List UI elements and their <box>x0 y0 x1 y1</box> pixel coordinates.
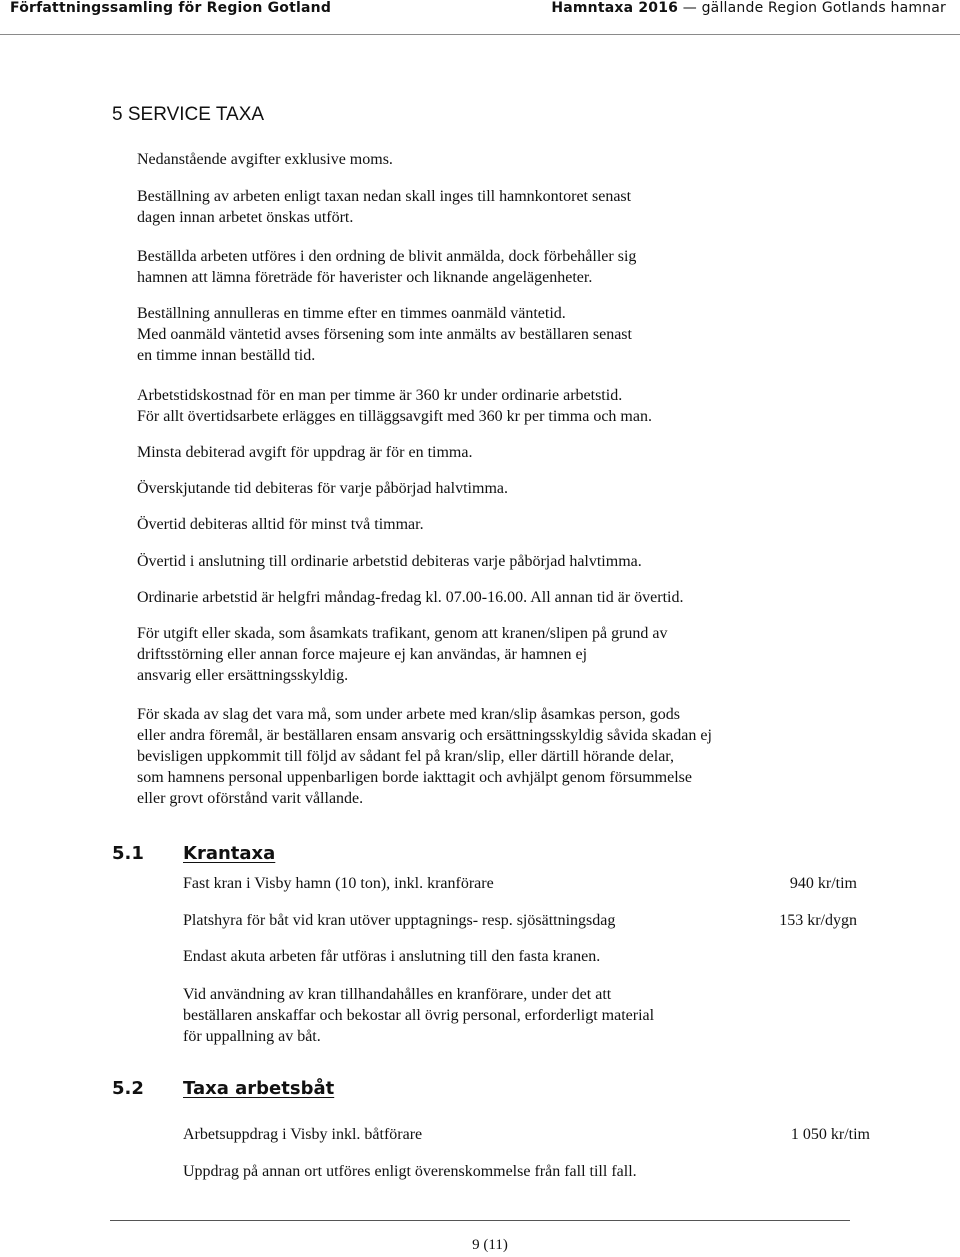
paragraph-other-locations <box>183 1161 637 1182</box>
header-doc-name: Hamntaxa 2016 <box>551 0 679 16</box>
fee-label <box>183 1124 422 1145</box>
paragraph-ordering <box>137 186 631 228</box>
subsection-number: 5.2 <box>112 1078 144 1099</box>
text-line: driftsstörning eller annan force majeure ej kan användas, är hamnen ej <box>137 646 588 663</box>
paragraph-working-hours <box>137 587 684 608</box>
section-title: 5 SERVICE TAXA <box>112 104 265 125</box>
text-line: Minsta debiterad avgift för uppdrag är för en timma. <box>137 444 473 461</box>
text-line: beställaren anskaffar och bekostar all övrig personal, erforderligt material <box>183 1007 655 1024</box>
fee-price: 940 kr/tim <box>789 875 857 892</box>
text-line: eller andra föremål, är beställaren ensam ansvarig och ersättningsskyldig såvida skadan ej <box>137 727 712 744</box>
fee-label-text: Fast kran i Visby hamn (10 ton), inkl. kranförare <box>183 875 494 892</box>
text-line: eller grovt oförstånd varit vållande. <box>137 790 364 807</box>
text-line: en timme innan beställd tid. <box>137 347 316 364</box>
fee-label <box>183 873 494 894</box>
text-line: Uppdrag på annan ort utföres enligt överenskommelse från fall till fall. <box>183 1163 637 1180</box>
text-line: Vid användning av kran tillhandahålles en kranförare, under det att <box>183 986 612 1003</box>
text-line: för uppallning av båt. <box>183 1028 321 1045</box>
paragraph-overtime-minimum <box>137 514 424 535</box>
paragraph-cancellation <box>137 303 632 366</box>
footer-divider <box>110 1220 850 1221</box>
text-line: Övertid debiteras alltid för minst två timmar. <box>137 516 424 533</box>
text-line: Endast akuta arbeten får utföras i anslutning till den fasta kranen. <box>183 948 601 965</box>
text-line: Ordinarie arbetstid är helgfri måndag-fredag kl. 07.00-16.00. All annan tid är övertid. <box>137 589 684 606</box>
paragraph-minimum-fee <box>137 442 472 463</box>
text-line: Beställda arbeten utföres i den ordning de blivit anmälda, dock förbehåller sig <box>137 248 637 265</box>
subsection-title: Krantaxa <box>183 843 276 864</box>
fee-label-text: Platshyra för båt vid kran utöver upptagnings- resp. sjösättningsdag <box>183 912 616 929</box>
text-line: Nedanstående avgifter exklusive moms. <box>137 151 393 168</box>
paragraph-liability-disruption <box>137 623 668 686</box>
fee-label <box>183 910 615 931</box>
text-line: Beställning av arbeten enligt taxan nedan skall inges till hamnkontoret senast <box>137 188 632 205</box>
fee-label-text: Arbetsuppdrag i Visby inkl. båtförare <box>183 1126 423 1143</box>
text-line: Med oanmäld väntetid avses försening som inte anmälts av beställaren senast <box>137 326 632 343</box>
subsection-number: 5.1 <box>112 843 144 864</box>
text-line: För allt övertidsarbete erlägges en tilläggsavgift med 360 kr per timma och man. <box>137 408 652 425</box>
text-line: ansvarig eller ersättningsskyldig. <box>137 667 349 684</box>
paragraph-vat <box>137 149 393 170</box>
subsection-title: Taxa arbetsbåt <box>183 1078 335 1099</box>
text-line: hamnen att lämna företräde för haverister och liknande angelägenheter. <box>137 269 593 286</box>
header-doc-scope: — gällande Region Gotlands hamnar <box>678 0 946 16</box>
paragraph-crane-note <box>183 946 600 967</box>
fee-price: 1 050 kr/tim <box>790 1126 870 1143</box>
text-line: Övertid i anslutning till ordinarie arbetstid debiteras varje påbörjad halvtimma. <box>137 553 642 570</box>
text-line: Beställning annulleras en timme efter en timmes oanmäld väntetid. <box>137 305 566 322</box>
text-line: som hamnens personal uppenbarligen borde iakttagit och avhjälpt genom försummelse <box>137 769 692 786</box>
fee-price: 153 kr/dygn <box>779 912 857 929</box>
text-line: För skada av slag det vara må, som under arbete med kran/slip åsamkas person, gods <box>137 706 680 723</box>
page-number: 9 (11) <box>472 1237 508 1253</box>
text-line: dagen innan arbetet önskas utfört. <box>137 209 354 226</box>
paragraph-priority <box>137 246 636 288</box>
text-line: För utgift eller skada, som åsamkats trafikant, genom att kranen/slipen på grund av <box>137 625 668 642</box>
text-line: bevisligen uppkommit till följd av sådant fel på kran/slip, eller därtill hörande delar, <box>137 748 674 765</box>
paragraph-crane-operator <box>183 984 654 1047</box>
text-line: Arbetstidskostnad för en man per timme är 360 kr under ordinarie arbetstid. <box>137 387 623 404</box>
paragraph-liability-damage <box>137 704 712 809</box>
paragraph-labour-cost <box>137 385 652 427</box>
header-left-title: Författningssamling för Region Gotland <box>10 0 332 16</box>
header-right-title <box>551 0 946 16</box>
paragraph-overtime-adjacent <box>137 551 642 572</box>
paragraph-excess-time <box>137 478 508 499</box>
running-header <box>0 0 960 35</box>
text-line: Överskjutande tid debiteras för varje påbörjad halvtimma. <box>137 480 508 497</box>
